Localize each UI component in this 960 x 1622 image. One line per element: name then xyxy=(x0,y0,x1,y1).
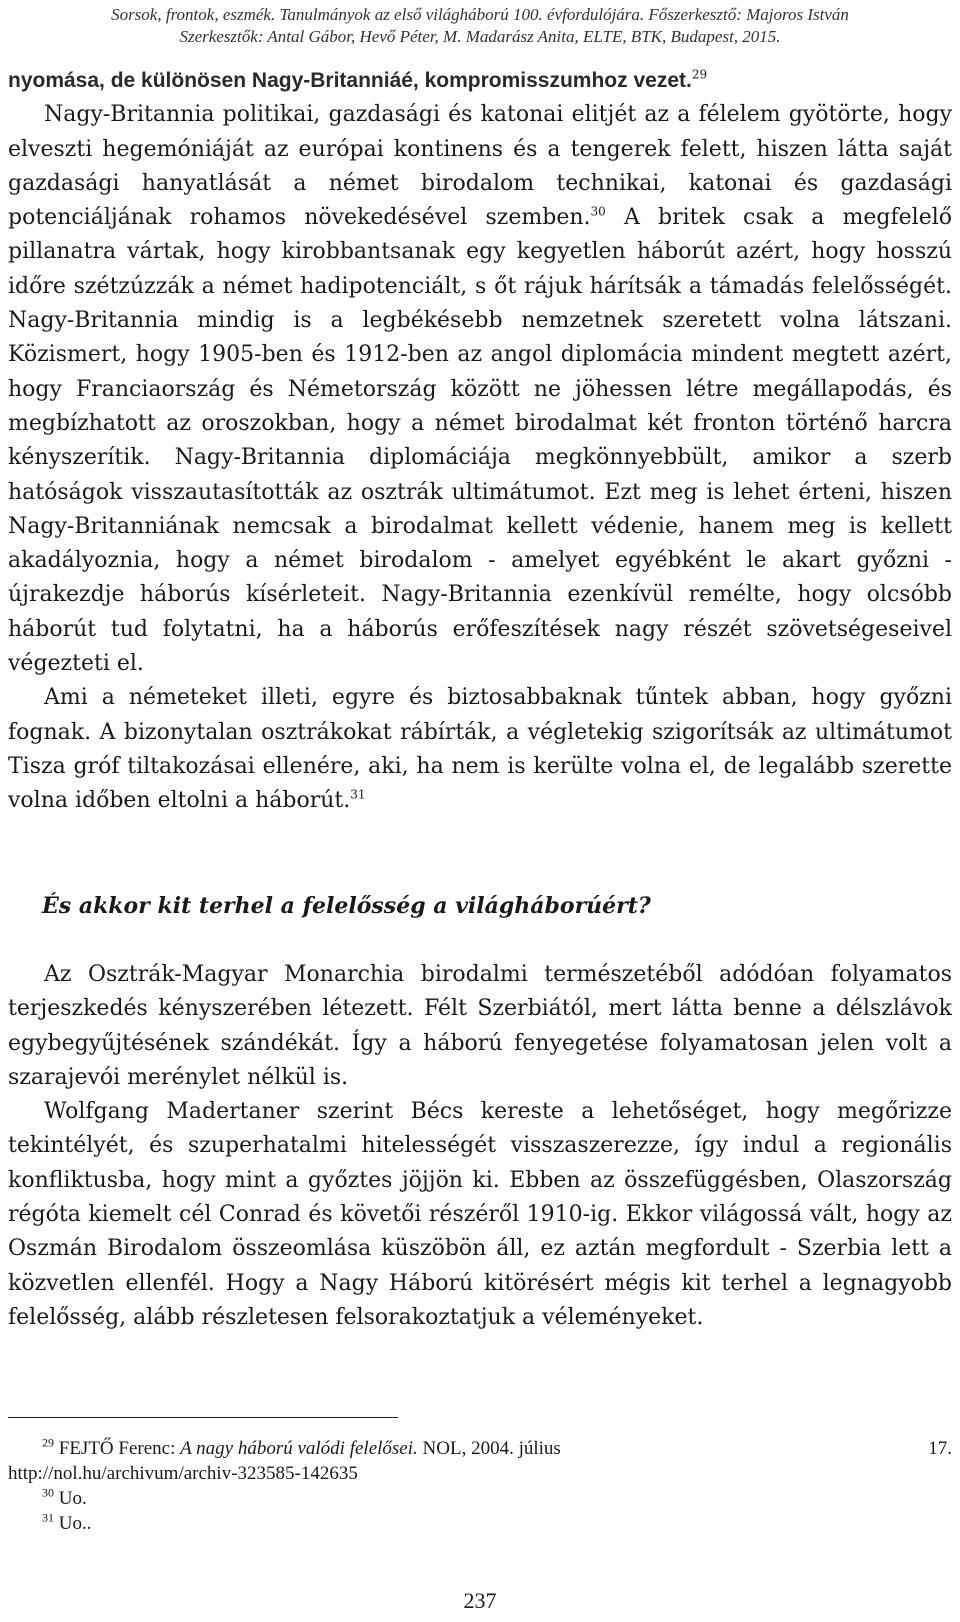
paragraph-germans xyxy=(8,681,952,818)
footnote-ref-31: 31 xyxy=(350,787,366,802)
footnote-30-text: Uo. xyxy=(58,1488,87,1509)
header-line-1: Sorsok, frontok, eszmék. Tanulmányok az első világháború 100. évfordulójára. Főszerkesztő: Majoros István xyxy=(111,5,849,24)
footnote-ref-30: 30 xyxy=(590,204,606,219)
footnote-29 xyxy=(8,1436,952,1461)
footnote-31 xyxy=(8,1511,952,1536)
footnote-29-url[interactable]: http://nol.hu/archivum/archiv-323585-142635 xyxy=(8,1463,358,1484)
footnote-29-day: 17. xyxy=(928,1438,952,1459)
page-number: 237 xyxy=(463,1588,497,1613)
footnote-30-number: 30 xyxy=(42,1485,54,1500)
footnotes xyxy=(8,1436,952,1536)
paragraph-madertaner: Wolfgang Madertaner szerint Bécs kereste a lehetőséget, hogy megőrizze tekintélyét, és szuperhatalmi hitelességét visszaszerezze, így indul a regionális konfliktusba, hogy mint a győztes jöjjön ki. Ebben az összefüggésben, Olaszország régóta kiemelt cél Conrad és követői részéről 1910-ig. Ekkor világossá vált, hogy az Oszmán Birodalom összeomlása küszöbön áll, ez aztán megfordult - Szerbia lett a közvetlen ellenfél. Hogy a Nagy Háború kitörésért mégis kit terhel a legnagyobb felelősség, alább részletesen felsorakoztatjuk a véleményeket. xyxy=(8,1099,952,1330)
paragraph-continuation xyxy=(8,64,952,98)
paragraph-germans-text: Ami a németeket illeti, egyre és biztosabbaknak tűntek abban, hogy győzni fognak. A bizonytalan osztrákokat rábírták, a végletekig szigorítsák az ultimátumot Tisza gróf tiltakozásai ellenére, aki, ha nem is kerülte volna el, de legalább szerette volna időben eltolni a háborút. xyxy=(8,685,952,814)
footnote-29-lead xyxy=(8,1436,561,1461)
running-header xyxy=(0,0,960,48)
footnote-separator xyxy=(8,1417,398,1418)
paragraph-britain-text-a: Nagy-Britannia politikai, gazdasági és katonai elitjét az a félelem gyötörte, hogy elveszti hegemóniáját az európai kontinens és a tengerek felett, hiszen látta saját gazdasági hanyatlását a német birodalom technikai, katonai és gazdasági potenciáljának rohamos növekedésével szemben. xyxy=(8,102,952,231)
footnote-30 xyxy=(8,1486,952,1511)
footnote-29-author: FEJTŐ Ferenc: xyxy=(58,1438,176,1459)
footnote-31-number: 31 xyxy=(42,1510,54,1525)
paragraph-britain xyxy=(8,98,952,681)
continuation-text: nyomása, de különösen Nagy-Britanniáé, kompromisszumhoz vezet. xyxy=(8,69,692,92)
footnote-29-source: NOL, 2004. július xyxy=(422,1438,561,1459)
footnote-31-text: Uo.. xyxy=(58,1513,92,1534)
header-line-2: Szerkesztők: Antal Gábor, Hevő Péter, M. Madarász Anita, ELTE, BTK, Budapest, 2015. xyxy=(179,27,781,46)
main-text-block xyxy=(8,64,952,819)
footnote-29-title: A nagy háború valódi felelősei. xyxy=(180,1438,418,1459)
paragraph-britain-text-b: A britek csak a megfelelő pillanatra vártak, hogy kirobbantsanak egy kegyetlen háborút azért, hogy hosszú időre szétzúzzák a német hadipotenciált, s őt rájuk hárítsák a támadás felelősségét. Nagy-Britannia mindig is a legbékésebb nemzetnek szeretett volna látszani. Közismert, hogy 1905-ben és 1912-ben az angol diplomácia mindent megtett azért, hogy Franciaország és Németország között ne jöhessen létre megállapodás, és megbízhatott az oroszokban, hogy a német birodalmat két fronton történő harcra kényszerítik. Nagy-Britannia diplomáciája megkönnyebbült, amikor a szerb hatóságok visszautasították az osztrák ultimátumot. Ezt meg is lehet érteni, hiszen Nagy-Britanniának nemcsak a birodalmat kellett védenie, hanem meg is kellett akadályoznia, hogy a német birodalom - amelyet egyébként le akart győzni - újrakezdje háborús kísérleteit. Nagy-Britannia ezenkívül remélte, hogy olcsóbb háborút tud folytatni, ha a háborús erőfeszítések nagy részét szövetségeseivel végezteti el. xyxy=(8,205,952,677)
footnote-29-number: 29 xyxy=(42,1435,54,1450)
section-heading: És akkor kit terhel a felelősség a világháborúért? xyxy=(42,893,651,919)
paragraph-monarchy: Az Osztrák-Magyar Monarchia birodalmi természetéből adódóan folyamatos terjeszkedés kényszerében létezett. Félt Szerbiától, mert látta benne a délszlávok egybegyűjtésének szándékát. Így a háború fenyegetése folyamatosan jelen volt a szarajevói merénylet nélkül is. xyxy=(8,962,952,1090)
section-text-block xyxy=(8,958,952,1335)
footnote-ref-29: 29 xyxy=(691,67,708,82)
